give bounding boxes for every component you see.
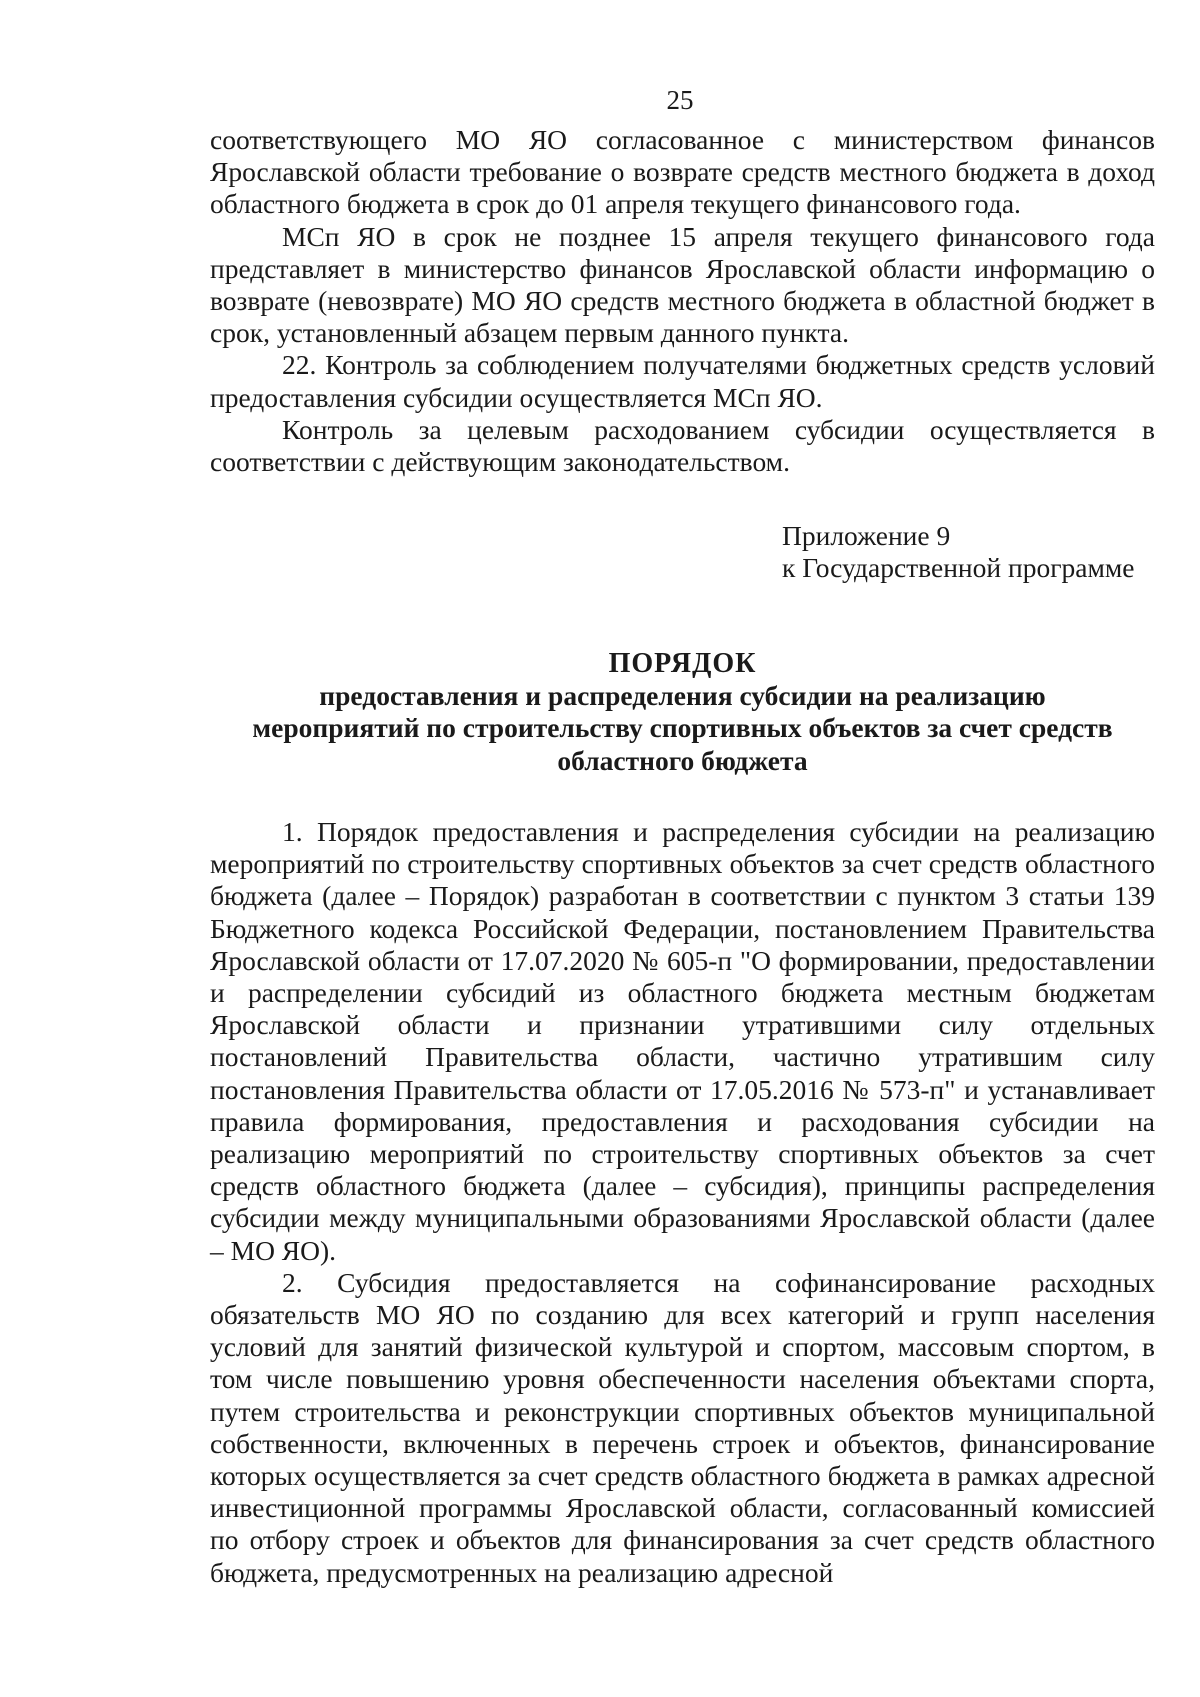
heading-subtitle: предоставления и распределения субсидии на реализацию мероприятий по строительству спортивных объектов за счет средств областного бюджета [252, 680, 1113, 776]
appendix-program: к Государственной программе [782, 552, 1135, 584]
paragraph-item-22: 22. Контроль за соблюдением получателями бюджетных средств условий предоставления субсидии осуществляется МСп ЯО. [210, 349, 1155, 413]
paragraph-control: Контроль за целевым расходованием субсидии осуществляется в соответствии с действующим законодательством. [210, 413, 1155, 478]
document-heading [210, 648, 1155, 777]
paragraph-item-1: 1. Порядок предоставления и распределения субсидии на реализацию мероприятий по строительству спортивных объектов за счет средств областного бюджета (далее – Порядок) разработан в соответствии с пунктом 3 статьи 139 Бюджетного кодекса Российской Федерации, постановлением Правительства Ярославской области от 17.07.2020 № 605-п "О формировании, предоставлении и распределении субсидий из областного бюджета местным бюджетам Ярославской области и признании утратившими силу отдельных постановлений Правительства области, частично утратившим силу постановления Правительства области от 17.05.2016 № 573-п" и устанавливает правила формирования, предоставления и расходования субсидии на реализацию мероприятий по строительству спортивных объектов за счет средств областного бюджета (далее – субсидия), принципы распределения субсидии между муниципальными образованиями Ярославской области (далее – МО ЯО). [210, 816, 1155, 1266]
main-text-block [210, 816, 1155, 1589]
continuation-text-block [210, 124, 1155, 478]
page-number: 25 [666, 85, 694, 115]
paragraph-continuation: соответствующего МО ЯО согласованное с министерством финансов Ярославской области требование о возврате средств местного бюджета в доход областного бюджета в срок до 01 апреля текущего финансового года. [210, 124, 1155, 220]
appendix-number: Приложение 9 [782, 520, 951, 551]
heading-title: ПОРЯДОК [608, 648, 757, 679]
appendix-reference [782, 520, 1162, 584]
paragraph-msp-deadline: МСп ЯО в срок не позднее 15 апреля текущего финансового года представляет в министерство финансов Ярославской области информацию о возврате (невозврате) МО ЯО средств местного бюджета в областной бюджет в срок, установленный абзацем первым данного пункта. [210, 220, 1155, 349]
paragraph-item-2: 2. Субсидия предоставляется на софинансирование расходных обязательств МО ЯО по созданию для всех категорий и групп населения условий для занятий физической культурой и спортом, массовым спортом, в том числе повышению уровня обеспеченности населения объектами спорта, путем строительства и реконструкции спортивных объектов муниципальной собственности, включенных в перечень строек и объектов, финансирование которых осуществляется за счет средств областного бюджета в рамках адресной инвестиционной программы Ярославской области, согласованный комиссией по отбору строек и объектов для финансирования за счет средств областного бюджета, предусмотренных на реализацию адресной [210, 1266, 1155, 1588]
